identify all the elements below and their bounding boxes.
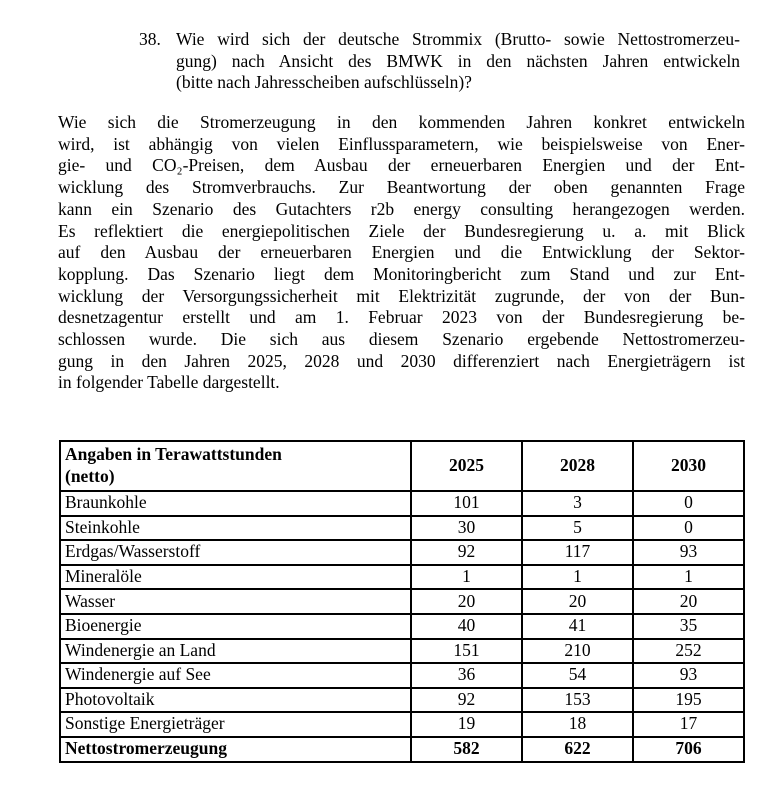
- paragraph-line: in folgender Tabelle dargestellt.: [58, 372, 280, 393]
- table-cell-value: 195: [633, 688, 744, 713]
- paragraph-line: gie- und CO₂-Preisen, dem Ausbau der erneuerbaren Energien und der Ent-: [58, 155, 745, 176]
- table-cell-value: 101: [411, 491, 522, 516]
- table-cell-value: 210: [522, 639, 633, 664]
- table-row: [60, 491, 744, 516]
- table-body: [60, 491, 744, 762]
- question-text-line: gung) nach Ansicht des BMWK in den nächsten Jahren entwickeln: [176, 50, 740, 71]
- table-cell-value: 151: [411, 639, 522, 664]
- paragraph-line: wird, ist abhängig von vielen Einflussparametern, wie beispielsweise von Ener-: [58, 133, 745, 154]
- question-text-line: (bitte nach Jahresscheiben aufschlüsseln)?: [176, 72, 472, 93]
- question-number: 38.: [139, 29, 161, 49]
- paragraph-line: Wie sich die Stromerzeugung in den kommenden Jahren konkret entwickeln: [58, 112, 745, 132]
- table-cell-label: Sonstige Energieträger: [60, 712, 411, 737]
- table-cell-value: 30: [411, 516, 522, 541]
- paragraph-line: wicklung der Versorgungssicherheit mit Elektrizität zugrunde, der von der Bun-: [58, 285, 745, 306]
- table-header-label: [60, 441, 411, 491]
- table-cell-label: Mineralöle: [60, 565, 411, 590]
- paragraph-line: auf den Ausbau der erneuerbaren Energien und die Entwicklung der Sektor-: [58, 242, 745, 263]
- table-cell-value: 17: [633, 712, 744, 737]
- paragraph-line: gung in den Jahren 2025, 2028 und 2030 differenziert nach Energieträgern ist: [58, 350, 745, 371]
- table-cell-label: Steinkohle: [60, 516, 411, 541]
- table-cell-value: 20: [633, 589, 744, 614]
- table-row: [60, 737, 744, 762]
- table-cell-label: Erdgas/Wasserstoff: [60, 540, 411, 565]
- table-row: [60, 639, 744, 664]
- table-cell-value: 153: [522, 688, 633, 713]
- table-cell-value: 20: [411, 589, 522, 614]
- paragraph-line: Es reflektiert die energiepolitischen Ziele der Bundesregierung u. a. mit Blick: [58, 220, 745, 241]
- paragraph-line: schlossen wurde. Die sich aus diesem Szenario ergebende Nettostromerzeu-: [58, 329, 745, 350]
- table-cell-label: Photovoltaik: [60, 688, 411, 713]
- table-cell-label: Nettostromerzeugung: [60, 737, 411, 762]
- table-cell-value: 93: [633, 540, 744, 565]
- table-cell-label: Windenergie an Land: [60, 639, 411, 664]
- table-header-year-2025: 2025: [411, 441, 522, 491]
- table-cell-value: 706: [633, 737, 744, 762]
- table-cell-value: 40: [411, 614, 522, 639]
- question-block: [139, 29, 740, 94]
- table-cell-label: Wasser: [60, 589, 411, 614]
- question-text: [176, 29, 740, 94]
- table-cell-value: 35: [633, 614, 744, 639]
- table-cell-value: 582: [411, 737, 522, 762]
- table-header-year-2028: 2028: [522, 441, 633, 491]
- table-cell-value: 20: [522, 589, 633, 614]
- table-row: [60, 614, 744, 639]
- table-cell-value: 41: [522, 614, 633, 639]
- table-row: [60, 565, 744, 590]
- table-row: [60, 712, 744, 737]
- table-cell-label: Braunkohle: [60, 491, 411, 516]
- question-text-line: Wie wird sich der deutsche Strommix (Brutto- sowie Nettostromerzeu-: [176, 29, 740, 49]
- table-cell-value: 93: [633, 663, 744, 688]
- table-cell-value: 117: [522, 540, 633, 565]
- table-cell-label: Windenergie auf See: [60, 663, 411, 688]
- table-cell-value: 18: [522, 712, 633, 737]
- table-cell-value: 1: [522, 565, 633, 590]
- table-row: [60, 589, 744, 614]
- table-cell-value: 0: [633, 516, 744, 541]
- paragraph-line: desnetzagentur erstellt und am 1. Februar 2023 von der Bundesregierung be-: [58, 307, 745, 328]
- table-row: [60, 540, 744, 565]
- paragraph-line: wicklung des Stromverbrauchs. Zur Beantwortung der oben genannten Frage: [58, 177, 745, 198]
- paragraph-line: kann ein Szenario des Gutachters r2b energy consulting herangezogen werden.: [58, 198, 745, 219]
- table-cell-value: 92: [411, 540, 522, 565]
- table-cell-value: 1: [411, 565, 522, 590]
- table-cell-value: 54: [522, 663, 633, 688]
- table-cell-value: 252: [633, 639, 744, 664]
- energy-table: [59, 440, 745, 763]
- table-row: [60, 688, 744, 713]
- paragraph-line: kopplung. Das Szenario liegt dem Monitoringbericht zum Stand und zur Ent-: [58, 263, 745, 284]
- table-cell-label: Bioenergie: [60, 614, 411, 639]
- table-cell-value: 1: [633, 565, 744, 590]
- table-cell-value: 3: [522, 491, 633, 516]
- table-header-year-2030: 2030: [633, 441, 744, 491]
- table-row: [60, 516, 744, 541]
- table-cell-value: 0: [633, 491, 744, 516]
- table-cell-value: 92: [411, 688, 522, 713]
- table-cell-value: 5: [522, 516, 633, 541]
- answer-paragraph: [58, 112, 745, 394]
- table-row: [60, 663, 744, 688]
- table-cell-value: 19: [411, 712, 522, 737]
- table-header-label-line1: Angaben in Terawattstunden: [65, 444, 282, 465]
- table-cell-value: 36: [411, 663, 522, 688]
- table-header-row: [60, 441, 744, 491]
- table-header-label-line2: (netto): [65, 465, 115, 486]
- table-cell-value: 622: [522, 737, 633, 762]
